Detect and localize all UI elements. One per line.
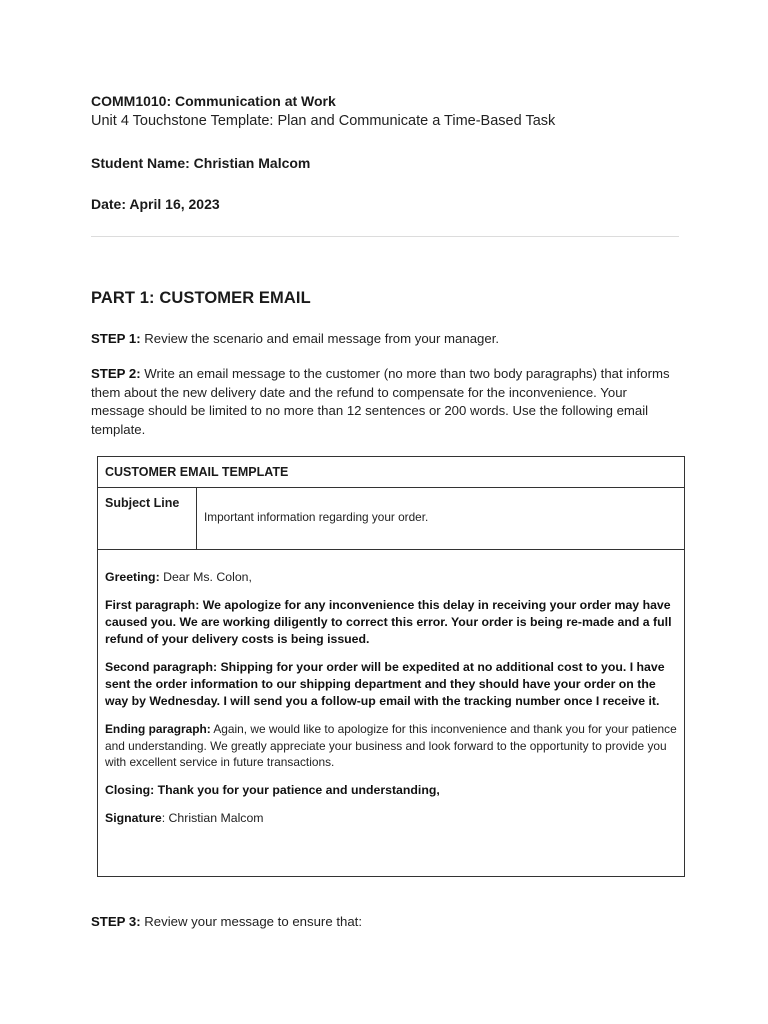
signature-text: : Christian Malcom bbox=[161, 810, 264, 825]
subject-line-value: Important information regarding your order. bbox=[204, 510, 429, 524]
greeting bbox=[105, 569, 679, 586]
second-paragraph: Second paragraph: Shipping for your order will be expedited at no additional cost to you. I have sent the order information to our shipping department and they should have your order on the way by Wednesday. I will send you a follow-up email with the tracking number once I receive it. bbox=[105, 660, 665, 708]
step-1 bbox=[91, 330, 691, 349]
student-name: Student Name: Christian Malcom bbox=[91, 155, 311, 171]
step-3-label: STEP 3: bbox=[91, 914, 141, 929]
divider bbox=[91, 236, 679, 237]
table-heading: CUSTOMER EMAIL TEMPLATE bbox=[105, 465, 289, 479]
email-body-cell bbox=[105, 569, 679, 838]
subject-line-label-cell bbox=[98, 488, 197, 550]
ending-text: Again, we would like to apologize for this inconvenience and thank you for your patience and understanding. We greatly appreciate your business and look forward to the opportunity to provide you with excellent service in future transactions. bbox=[105, 722, 677, 769]
part-title: PART 1: CUSTOMER EMAIL bbox=[91, 289, 311, 307]
step-1-text: Review the scenario and email message from your manager. bbox=[140, 331, 500, 346]
signature-label: Signature bbox=[105, 810, 162, 825]
step-2 bbox=[91, 365, 681, 439]
course-title: COMM1010: Communication at Work bbox=[91, 93, 336, 109]
ending-label: Ending paragraph: bbox=[105, 722, 211, 736]
step-2-label: STEP 2: bbox=[91, 366, 141, 381]
date-line: Date: April 16, 2023 bbox=[91, 196, 220, 212]
signature bbox=[105, 810, 679, 827]
subject-line-label: Subject Line bbox=[105, 496, 180, 510]
first-paragraph: First paragraph: We apologize for any inconvenience this delay in receiving your order may have caused you. We are working diligently to correct this error. Your order is being re-made and a full refund of your delivery costs is being issued. bbox=[105, 598, 672, 646]
customer-email-template-table bbox=[97, 456, 685, 877]
step-1-label: STEP 1: bbox=[91, 331, 141, 346]
closing: Closing: Thank you for your patience and understanding, bbox=[105, 782, 440, 797]
subject-line-value-cell bbox=[197, 488, 685, 550]
greeting-text: Dear Ms. Colon, bbox=[159, 570, 252, 584]
step-2-text: Write an email message to the customer (no more than two body paragraphs) that informs them about the new delivery date and the refund to compensate for the inconvenience. Your message should be limited to no more than 12 sentences or 200 words. Use the following email template. bbox=[91, 366, 670, 437]
unit-title: Unit 4 Touchstone Template: Plan and Communicate a Time-Based Task bbox=[91, 113, 556, 129]
greeting-label: Greeting: bbox=[105, 570, 160, 584]
step-3 bbox=[91, 913, 691, 932]
table-header bbox=[98, 457, 684, 488]
ending-paragraph bbox=[105, 721, 679, 771]
step-3-text: Review your message to ensure that: bbox=[140, 914, 362, 929]
